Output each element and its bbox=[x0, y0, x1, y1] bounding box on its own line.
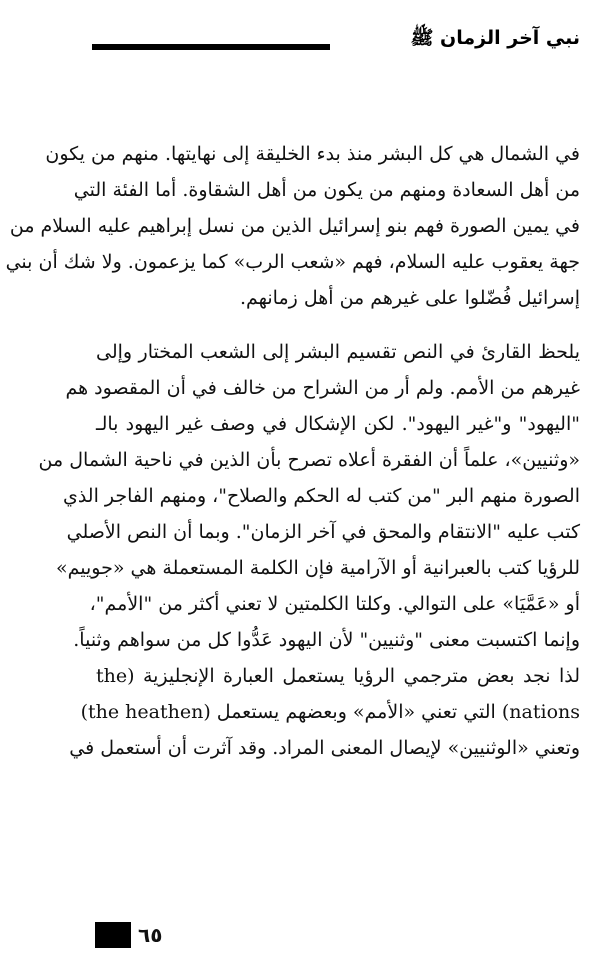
body-text bbox=[5, 136, 580, 766]
text-line: الصورة منهم البر "من كتب له الحكم والصلاح"، ومنهم الفاجر الذي bbox=[62, 485, 580, 507]
text-line: في الشمال هي كل البشر منذ بدء الخليقة إلى نهايتها. منهم من يكون bbox=[45, 143, 580, 165]
text-line: لذا نجد بعض مترجمي الرؤيا يستعمل العبارة الإنجليزية (the bbox=[96, 665, 580, 687]
text-line: «وثنيين»، علماً أن الفقرة أعلاه تصرح بأن الذين في ناحية الشمال من bbox=[38, 449, 580, 471]
page-number: ٦٥ bbox=[138, 923, 163, 947]
text-line: في يمين الصورة فهم بنو إسرائيل الذين من نسل إبراهيم عليه السلام من bbox=[9, 215, 580, 237]
header-rule bbox=[92, 44, 330, 50]
book-title: نبي آخر الزمان ﷺ bbox=[410, 27, 580, 49]
text-line: "اليهود" و"غير اليهود". لكن الإشكال في وصف غير اليهود بالـ bbox=[96, 413, 580, 435]
paragraph-gap bbox=[96, 316, 580, 334]
text-line: غيرهم من الأمم. ولم أر من الشراح من خالف في أن المقصود هم bbox=[65, 377, 580, 399]
footer-block bbox=[95, 922, 131, 948]
text-line: إسرائيل فُضّلوا على غيرهم من أهل زمانهم. bbox=[239, 287, 580, 309]
text-line: كتب عليه "الانتقام والمحق في آخر الزمان". وبما أن النص الأصلي bbox=[66, 521, 580, 543]
text-line: يلحظ القارئ في النص تقسيم البشر إلى الشعب المختار وإلى bbox=[96, 341, 580, 363]
text-line: جهة يعقوب عليه السلام، فهم «شعب الرب» كما يزعمون. ولا شك أن بني bbox=[5, 251, 580, 273]
text-line: وإنما اكتسبت معنى "وثنيين" لأن اليهود عَدُّوا كل من سواهم وثنياً. bbox=[73, 629, 580, 651]
text-line: nations) التي تعني «الأمم» وبعضهم يستعمل (the heathen) bbox=[80, 701, 580, 723]
running-header bbox=[92, 14, 580, 54]
text-line: من أهل السعادة ومنهم من يكون من أهل الشقاوة. أما الفئة التي bbox=[73, 179, 580, 201]
text-line: للرؤيا كتب بالعبرانية أو الآرامية فإن الكلمة المستعملة هي «جوييم» bbox=[55, 557, 580, 579]
text-line: وتعني «الوثنيين» لإيصال المعنى المراد. وقد آثرت أن أستعمل في bbox=[69, 737, 580, 759]
text-line: أو «عَمَّيَا» على التوالي. وكلتا الكلمتين لا تعني أكثر من "الأمم"، bbox=[89, 593, 580, 615]
